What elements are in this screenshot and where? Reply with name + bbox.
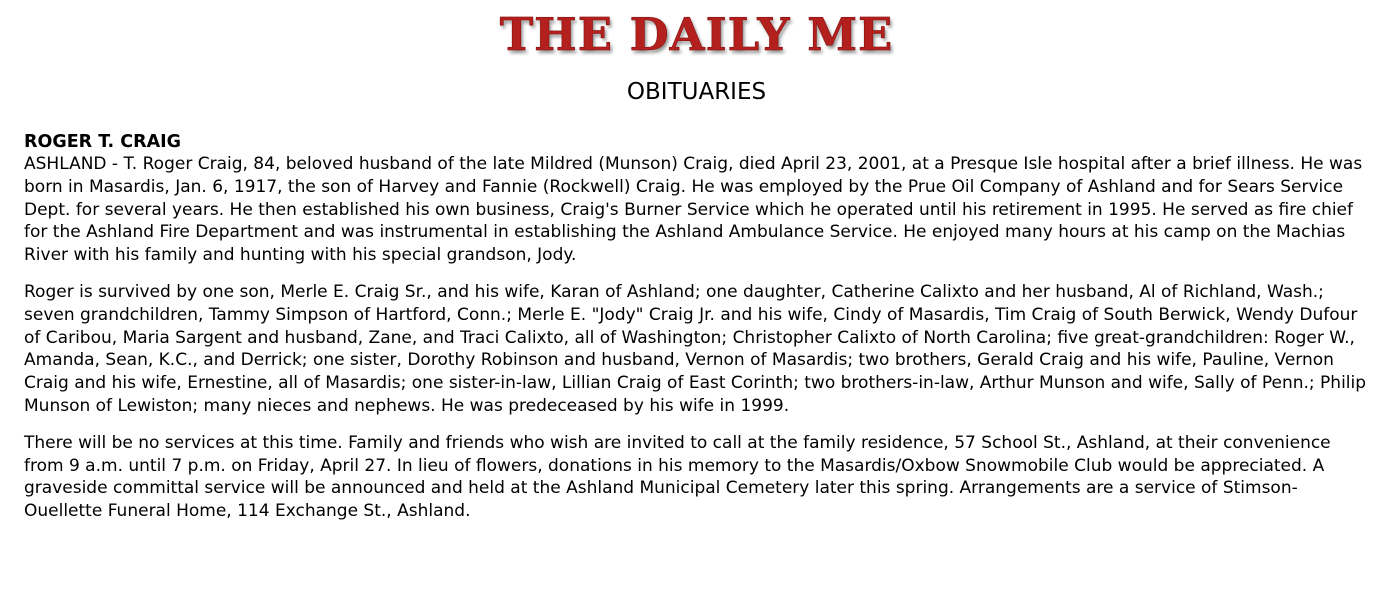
masthead	[0, 6, 1393, 64]
obituary-paragraph-biography: ASHLAND - T. Roger Craig, 84, beloved husband of the late Mildred (Munson) Craig, died April 23, 2001, at a Presque Isle hospital after a brief illness. He was born in Masardis, Jan. 6, 1917, the son of Harvey and Fannie (Rockwell) Craig. He was employed by the Prue Oil Company of Ashland and for Sears Service Dept. for several years. He then established his own business, Craig's Burner Service which he operated until his retirement in 1995. He served as fire chief for the Ashland Fire Department and was instrumental in establishing the Ashland Ambulance Service. He enjoyed many hours at his camp on the Machias River with his family and hunting with his special grandson, Jody.	[24, 154, 1363, 266]
obituary-article	[24, 131, 1369, 537]
section-title: OBITUARIES	[626, 79, 767, 105]
obituary-paragraph-survivors: Roger is survived by one son, Merle E. Craig Sr., and his wife, Karan of Ashland; one daughter, Catherine Calixto and her husband, Al of Richland, Wash.; seven grandchildren, Tammy Simpson of Hartford, Conn.; Merle E. "Jody" Craig Jr. and his wife, Cindy of Masardis, Tim Craig of South Berwick, Wendy Dufour of Caribou, Maria Sargent and husband, Zane, and Traci Calixto, all of Washington; Christopher Calixto of North Carolina; five great-grandchildren: Roger W., Amanda, Sean, K.C., and Derrick; one sister, Dorothy Robinson and husband, Vernon of Masardis; two brothers, Gerald Craig and his wife, Pauline, Vernon Craig and his wife, Ernestine, all of Masardis; one sister-in-law, Lillian Craig of East Corinth; two brothers-in-law, Arthur Munson and wife, Sally of Penn.; Philip Munson of Lewiston; many nieces and nephews. He was predeceased by his wife in 1999.	[24, 281, 1367, 416]
obituary-headline: ROGER T. CRAIG	[24, 132, 181, 152]
newspaper-logo: THE DAILY ME	[499, 8, 894, 61]
obituary-paragraph-services: There will be no services at this time. Family and friends who wish are invited to call at the family residence, 57 School St., Ashland, at their convenience from 9 a.m. until 7 p.m. on Friday, April 27. In lieu of flowers, donations in his memory to the Masardis/Oxbow Snowmobile Club would be appreciated. A graveside committal service will be announced and held at the Ashland Municipal Cemetery later this spring. Arrangements are a service of Stimson-Ouellette Funeral Home, 114 Exchange St., Ashland.	[24, 432, 1331, 522]
